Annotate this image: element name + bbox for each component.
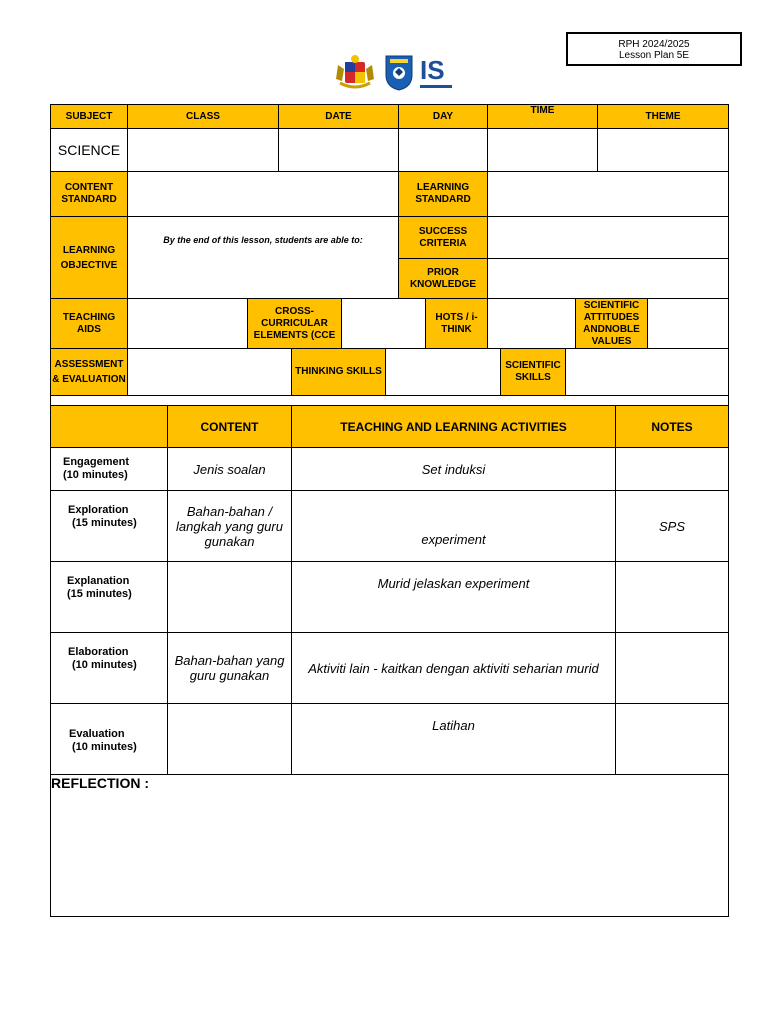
engagement-content: Jenis soalan (167, 447, 292, 491)
success-criteria-value[interactable] (487, 216, 729, 259)
thinking-skills-value[interactable] (385, 348, 501, 396)
prior-knowledge-value[interactable] (487, 258, 729, 299)
explanation-content (167, 561, 292, 633)
date-header: DATE (278, 104, 399, 129)
lesson-plan-label: Lesson Plan 5E (618, 50, 690, 61)
rph-code: RPH 2024/2025 (618, 39, 690, 50)
scientific-attitudes-value[interactable] (647, 298, 729, 349)
thinking-skills-label: THINKING SKILLS (291, 348, 386, 396)
day-value[interactable] (398, 128, 488, 172)
hots-value[interactable] (487, 298, 576, 349)
assessment-label: ASSESSMENT & EVALUATION (50, 348, 128, 396)
evaluation-content (167, 703, 292, 775)
content-standard-value[interactable] (127, 171, 399, 217)
learning-objective-label: LEARNING OBJECTIVE (50, 216, 128, 299)
learning-standard-value[interactable] (487, 171, 729, 217)
school-logo-icon (418, 53, 454, 91)
learning-standard-label: LEARNING STANDARD (398, 171, 488, 217)
engagement-activity: Set induksi (291, 447, 616, 491)
teaching-aids-value[interactable] (127, 298, 248, 349)
scientific-skills-value[interactable] (565, 348, 729, 396)
exploration-content: Bahan-bahan / langkah yang guru gunakan (167, 490, 292, 562)
scientific-skills-label: SCIENTIFIC SKILLS (500, 348, 566, 396)
success-criteria-label: SUCCESS CRITERIA (398, 216, 488, 259)
svg-text:IS: IS (420, 55, 445, 85)
day-header: DAY (398, 104, 488, 129)
elaboration-activity: Aktiviti lain - kaitkan dengan aktiviti seharian murid (291, 632, 616, 704)
cce-label: CROSS-CURRICULAR ELEMENTS (CCE (247, 298, 342, 349)
learning-objective-text: By the end of this lesson, students are able to: (127, 216, 399, 299)
assessment-value[interactable] (127, 348, 292, 396)
state-emblem-icon (384, 53, 414, 91)
theme-header: THEME (597, 104, 729, 129)
malaysia-crest-icon (330, 53, 380, 91)
exploration-activity: experiment (291, 490, 616, 562)
stage-elaboration: Elaboration (10 minutes) (50, 632, 168, 704)
date-value[interactable] (278, 128, 399, 172)
class-value[interactable] (127, 128, 279, 172)
stage-explanation: Explanation (15 minutes) (50, 561, 168, 633)
content-header: CONTENT (167, 405, 292, 448)
stage-engagement: Engagement (10 minutes) (50, 447, 168, 491)
time-value[interactable] (487, 128, 598, 172)
engagement-notes (615, 447, 729, 491)
stage-evaluation: Evaluation (10 minutes) (50, 703, 168, 775)
reflection-label: REFLECTION : (51, 775, 149, 791)
elaboration-notes (615, 632, 729, 704)
prior-knowledge-label: PRIOR KNOWLEDGE (398, 258, 488, 299)
class-header: CLASS (127, 104, 279, 129)
stage-exploration: Exploration (15 minutes) (50, 490, 168, 562)
evaluation-activity: Latihan (291, 703, 616, 775)
content-standard-label: CONTENT STANDARD (50, 171, 128, 217)
subject-header: SUBJECT (50, 104, 128, 129)
notes-header: NOTES (615, 405, 729, 448)
explanation-notes (615, 561, 729, 633)
cce-value[interactable] (341, 298, 426, 349)
exploration-notes: SPS (615, 490, 729, 562)
subject-value: SCIENCE (50, 128, 128, 172)
stage-header (50, 405, 168, 448)
rph-header-box (566, 32, 742, 66)
elaboration-content: Bahan-bahan yang guru gunakan (167, 632, 292, 704)
explanation-activity: Murid jelaskan experiment (291, 561, 616, 633)
reflection-box[interactable] (50, 774, 729, 917)
time-header: TIME (487, 104, 598, 129)
scientific-attitudes-label: SCIENTIFIC ATTITUDES ANDNOBLE VALUES (575, 298, 648, 349)
theme-value[interactable] (597, 128, 729, 172)
evaluation-notes (615, 703, 729, 775)
teaching-aids-label: TEACHING AIDS (50, 298, 128, 349)
hots-label: HOTS / i-THINK (425, 298, 488, 349)
activities-header: TEACHING AND LEARNING ACTIVITIES (291, 405, 616, 448)
